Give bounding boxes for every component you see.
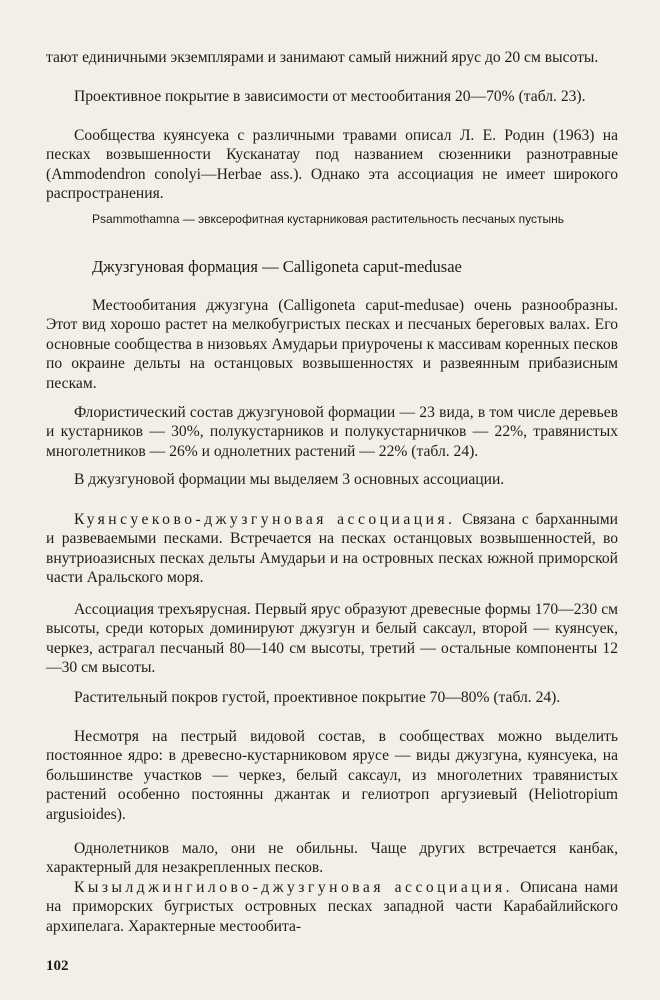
paragraph-three-associations: В джузгуновой формации мы выделяем 3 основных ассоциации. bbox=[74, 471, 505, 488]
section-heading: Psammothamna — эвксерофитная кустарниковая растительность песчаных пустынь bbox=[92, 212, 564, 226]
paragraph-habitats: Местообитания джузгуна (Calligoneta caput-medusae) очень разнообразны. Этот вид хорошо растет на мелкобугристых песках и песчаных береговых валах. Его основные сообщества в низовьях Амударьи приурочены к массивам коренных песков по окраине дельты на останцовых возвышенностях и развеянным прибазисным пескам. bbox=[46, 297, 618, 392]
association-2-text: Описана нами на приморских бугристых островных песках западной части Карабайлийского архипелага. Характерные местообита- bbox=[46, 879, 619, 935]
paragraph-cover: Растительный покров густой, проективное покрытие 70—80% (табл. 24). bbox=[74, 689, 561, 706]
paragraph-annuals: Однолетников мало, они не обильны. Чаще других встречается канбак, характерный для незакрепленных песков. bbox=[46, 840, 618, 877]
paragraph-rodin: Сообщества куянсуека с различными травами описал Л. Е. Родин (1963) на песках возвышенности Кусканатау под названием сюзенники разнотравные (Ammodendron conolyi—Herbae ass.). Однако эта ассоциация не имеет широкого распространения. bbox=[46, 127, 618, 203]
formation-title: Джузгуновая формация — Calligoneta caput-medusae bbox=[92, 257, 462, 276]
paragraph-association-1 bbox=[46, 510, 618, 588]
association-1-text: Связана с барханными и развеваемыми песками. Встречается на песках останцовых возвышенностей, во внутриоазисных песках дельты Амударьи и на островных песках южной приморской части Аральского моря. bbox=[46, 511, 618, 587]
paragraph-core: Несмотря на пестрый видовой состав, в сообществах можно выделить постоянное ядро: в древесно-кустарниковом ярусе — виды джузгуна, куянсуека, на большинстве участков — черкез, белый саксаул, из многолетних травянистых растений особенно постоянны джантак и гелиотроп аргузиевый (Heliotropium argusioides). bbox=[46, 728, 618, 823]
page-number: 102 bbox=[46, 958, 69, 974]
paragraph-association-2 bbox=[46, 878, 618, 936]
association-2-name: Кызылджингилово-джузгуновая ассоциация. bbox=[74, 879, 514, 896]
paragraph-continuation: тают единичными экземплярами и занимают самый нижний ярус до 20 см высоты. bbox=[46, 49, 599, 66]
paragraph-tiers: Ассоциация трехъярусная. Первый ярус образуют древесные формы 170—230 см высоты, среди которых доминируют джузгун и белый саксаул, второй — куянсуек, черкез, астрагал песчаный 80—140 см высоты, третий — остальные компоненты 12—30 см высоты. bbox=[46, 601, 618, 677]
paragraph-coverage: Проективное покрытие в зависимости от местообитания 20—70% (табл. 23). bbox=[74, 88, 586, 105]
paragraph-flora: Флористический состав джузгуновой формации — 23 вида, в том числе деревьев и кустарников — 30%, полукустарников и полукустарничков — 22%, травянистых многолетников — 26% и однолетних растений — 22% (табл. 24). bbox=[46, 404, 618, 460]
association-1-name: Куянсуеково-джузгуновая ассоциация. bbox=[74, 511, 456, 528]
